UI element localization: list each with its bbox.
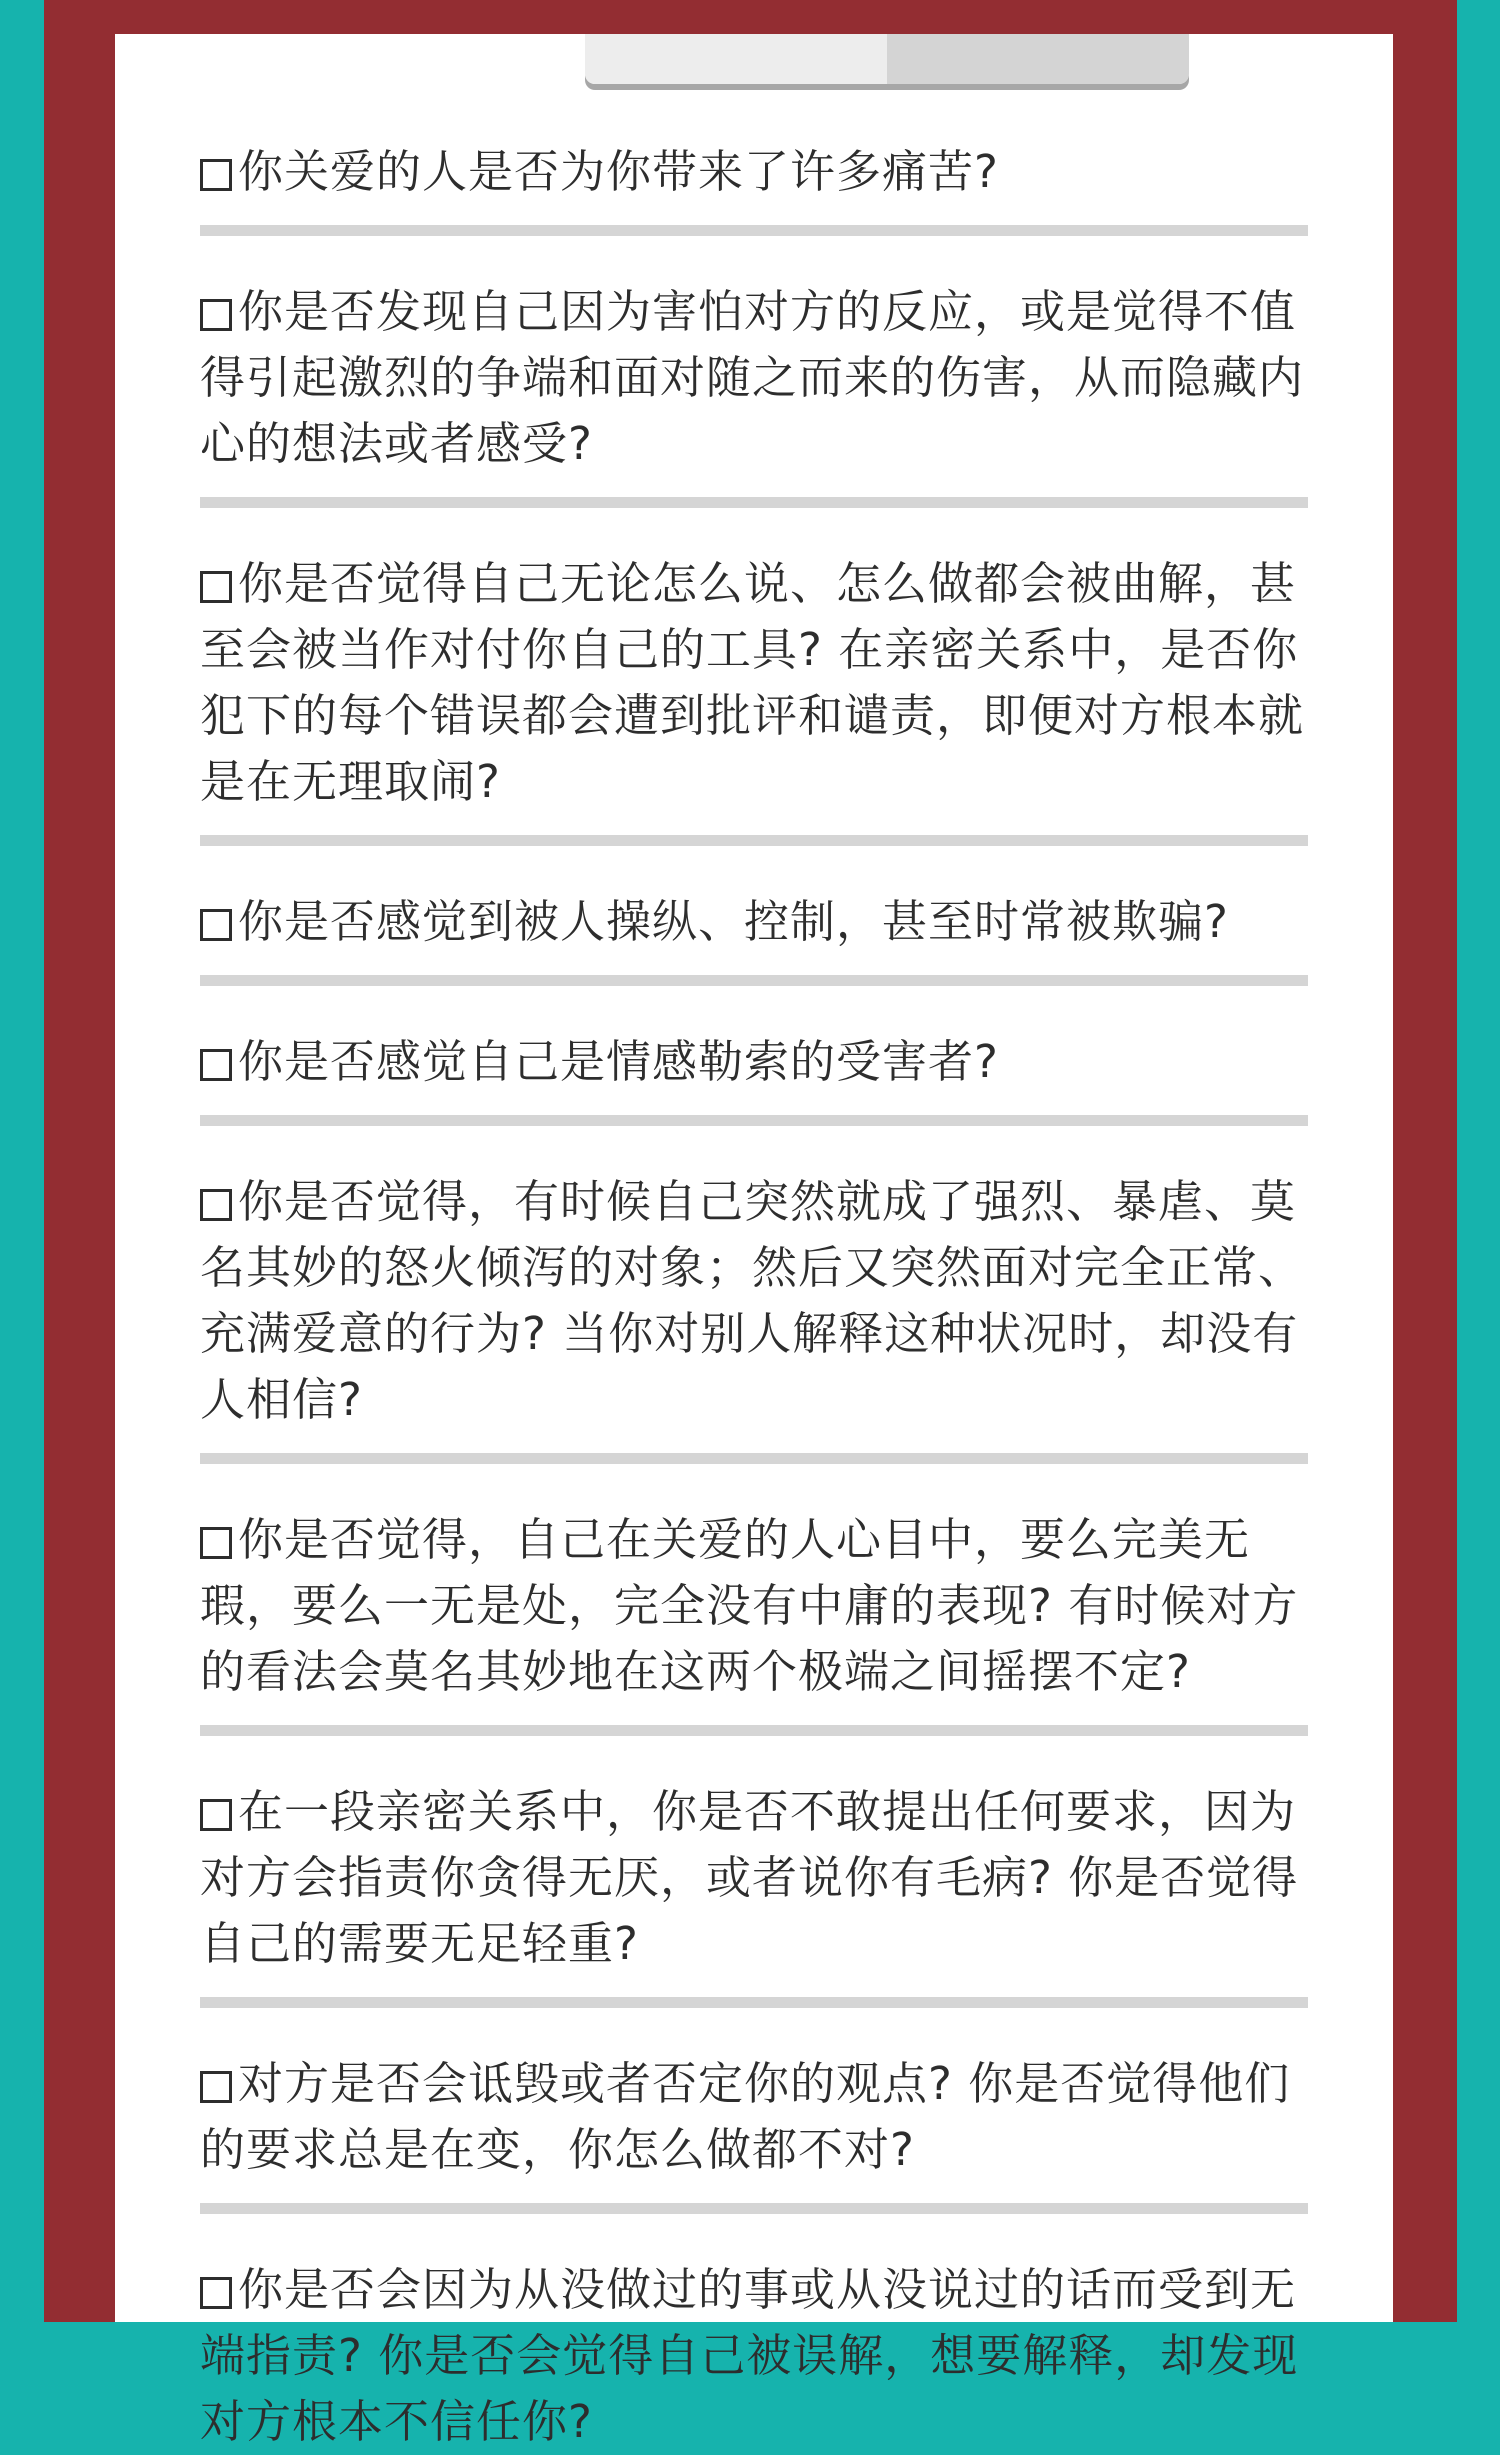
checklist-item [200, 1507, 1308, 1736]
checkbox-icon[interactable] [200, 1049, 232, 1081]
checklist-item-text: 对方是否会诋毁或者否定你的观点? 你是否觉得他们的要求总是在变，你怎么做都不对? [200, 2057, 1291, 2176]
divider [200, 2203, 1308, 2214]
checkbox-icon[interactable] [200, 2277, 232, 2309]
checklist-item [200, 1779, 1308, 2008]
checklist-item-text: 在一段亲密关系中，你是否不敢提出任何要求，因为对方会指责你贪得无厌，或者说你有毛病? 你是否觉得自己的需要无足轻重? [200, 1785, 1299, 1970]
divider [200, 975, 1308, 986]
checkbox-icon[interactable] [200, 909, 232, 941]
divider [200, 1453, 1308, 1464]
checkbox-icon[interactable] [200, 1799, 232, 1831]
checklist-item [200, 2051, 1308, 2214]
checklist-item [200, 551, 1308, 846]
checklist-item [200, 2257, 1308, 2455]
checklist-item [200, 1029, 1308, 1126]
checklist-item [200, 1169, 1308, 1464]
clipboard-clip [585, 34, 1189, 84]
checkbox-icon[interactable] [200, 1189, 232, 1221]
checkbox-icon[interactable] [200, 299, 232, 331]
checkbox-icon[interactable] [200, 1527, 232, 1559]
checklist-item [200, 889, 1308, 986]
checklist-item-text: 你是否觉得自己无论怎么说、怎么做都会被曲解，甚至会被当作对付你自己的工具? 在亲密关系中，是否你犯下的每个错误都会遭到批评和谴责，即便对方根本就是在无理取闹? [200, 557, 1305, 808]
teal-background-right [1457, 0, 1500, 2322]
checklist-item-text: 你是否发现自己因为害怕对方的反应，或是觉得不值得引起激烈的争端和面对随之而来的伤害，从而隐藏内心的想法或者感受? [200, 285, 1305, 470]
divider [200, 1115, 1308, 1126]
divider [200, 1997, 1308, 2008]
checklist-item [200, 279, 1308, 508]
checkbox-icon[interactable] [200, 159, 232, 191]
checkbox-icon[interactable] [200, 571, 232, 603]
checklist-item-text: 你是否会因为从没做过的事或从没说过的话而受到无端指责? 你是否会觉得自己被误解，想要解释，却发现对方根本不信任你? [200, 2263, 1299, 2448]
checklist-item-text: 你是否感觉到被人操纵、控制，甚至时常被欺骗? [238, 895, 1229, 948]
divider [200, 1725, 1308, 1736]
checklist-item [200, 139, 1308, 236]
checklist-item-text: 你是否觉得，自己在关爱的人心目中，要么完美无瑕，要么一无是处，完全没有中庸的表现? 有时候对方的看法会莫名其妙地在这两个极端之间摇摆不定? [200, 1513, 1299, 1698]
divider [200, 225, 1308, 236]
checklist-item-text: 你是否觉得，有时候自己突然就成了强烈、暴虐、莫名其妙的怒火倾泻的对象；然后又突然面对完全正常、充满爱意的行为? 当你对别人解释这种状况时，却没有人相信? [200, 1175, 1305, 1426]
checkbox-icon[interactable] [200, 2071, 232, 2103]
checklist-item-text: 你关爱的人是否为你带来了许多痛苦? [238, 145, 999, 198]
divider [200, 835, 1308, 846]
checklist-item-text: 你是否感觉自己是情感勒索的受害者? [238, 1035, 999, 1088]
divider [200, 497, 1308, 508]
checklist [200, 139, 1308, 2455]
